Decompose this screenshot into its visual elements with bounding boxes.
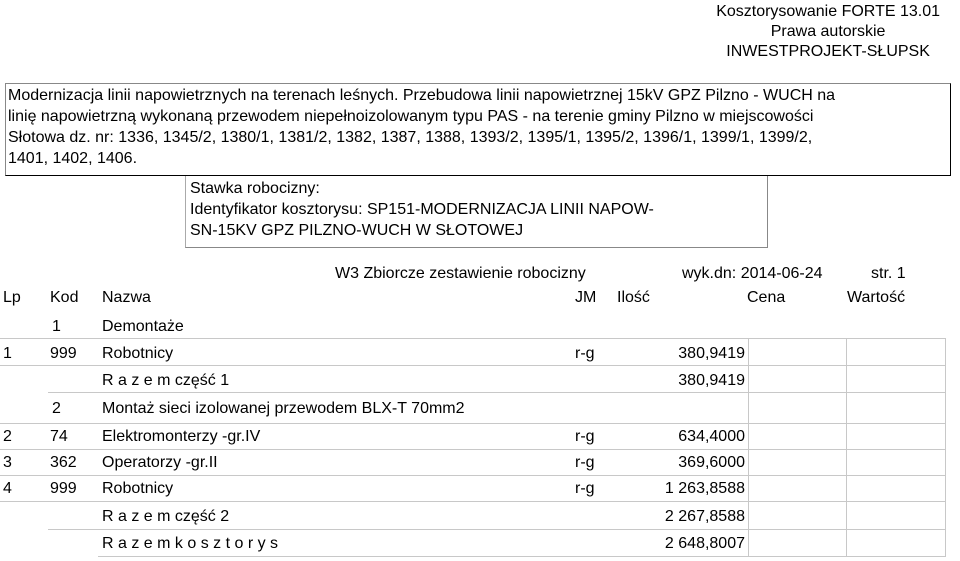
grid-line bbox=[0, 338, 945, 339]
row-nazwa: Robotnicy bbox=[102, 345, 174, 362]
description-line: Słotowa dz. nr: 1336, 1345/2, 1380/1, 1381/2, 1382, 1387, 1388, 1393/2, 1395/1, 1395/2, 1396/1, 1399/1, 1399/2, bbox=[8, 129, 813, 146]
grid-line bbox=[0, 423, 945, 424]
grid-line bbox=[748, 338, 749, 557]
page-number: str. 1 bbox=[871, 265, 906, 282]
grid-line bbox=[0, 365, 945, 366]
description-line: 1401, 1402, 1406. bbox=[8, 150, 138, 167]
grid-line bbox=[0, 449, 945, 450]
row-jm: r-g bbox=[575, 454, 595, 471]
program-header bbox=[716, 2, 940, 62]
column-header-lp: Lp bbox=[3, 289, 21, 306]
labor-rate-box bbox=[185, 176, 768, 248]
section-total-label: R a z e m część 1 bbox=[102, 372, 230, 389]
row-kod: 999 bbox=[50, 480, 77, 497]
row-lp: 4 bbox=[3, 480, 12, 497]
row-nazwa: Robotnicy bbox=[102, 480, 174, 497]
row-ilosc: 634,4000 bbox=[678, 428, 745, 445]
column-header-jm: JM bbox=[575, 289, 597, 306]
row-ilosc: 369,6000 bbox=[678, 454, 745, 471]
grid-line bbox=[0, 501, 945, 502]
description-line: linię napowietrzną wykonaną przewodem niepełnoizolowanym typu PAS - na terenie gminy Pilzno w miejscowości bbox=[8, 108, 814, 125]
company-name: INWESTPROJEKT-SŁUPSK bbox=[726, 43, 930, 60]
row-lp: 2 bbox=[3, 428, 12, 445]
section-total-label: R a z e m część 2 bbox=[102, 508, 230, 525]
row-ilosc: 1 263,8588 bbox=[664, 480, 745, 497]
grid-line bbox=[846, 338, 847, 557]
section-total-value: 2 267,8588 bbox=[664, 508, 745, 525]
row-lp: 3 bbox=[3, 454, 12, 471]
grand-total-label: R a z e m k o s z t o r y s bbox=[102, 535, 279, 552]
program-name: Kosztorysowanie FORTE 13.01 bbox=[716, 3, 940, 20]
row-jm: r-g bbox=[575, 428, 595, 445]
estimate-id-line1: Identyfikator kosztorysu: SP151-MODERNIZACJA LINII NAPOW- bbox=[190, 201, 654, 218]
column-header-ilosc: Ilość bbox=[617, 289, 650, 306]
project-description bbox=[5, 83, 951, 176]
row-ilosc: 380,9419 bbox=[678, 345, 745, 362]
grid-line bbox=[98, 556, 945, 557]
section-number: 2 bbox=[52, 400, 61, 417]
row-nazwa: Elektromonterzy -gr.IV bbox=[102, 428, 261, 445]
row-jm: r-g bbox=[575, 345, 595, 362]
report-title: W3 Zbiorcze zestawienie robocizny bbox=[335, 265, 586, 282]
grid-line bbox=[0, 475, 945, 476]
row-jm: r-g bbox=[575, 480, 595, 497]
row-kod: 362 bbox=[50, 454, 77, 471]
grid-line bbox=[48, 392, 945, 393]
section-title: Demontaże bbox=[102, 318, 184, 335]
section-title: Montaż sieci izolowanej przewodem BLX-T 70mm2 bbox=[102, 400, 465, 417]
grand-total-value: 2 648,8007 bbox=[664, 535, 745, 552]
column-header-nazwa: Nazwa bbox=[102, 289, 151, 306]
report-date: wyk.dn: 2014-06-24 bbox=[682, 265, 823, 282]
description-line: Modernizacja linii napowietrznych na terenach leśnych. Przebudowa linii napowietrznej 15kV GPZ Pilzno - WUCH na bbox=[8, 87, 836, 104]
section-number: 1 bbox=[52, 318, 61, 335]
row-lp: 1 bbox=[3, 345, 12, 362]
row-nazwa: Operatorzy -gr.II bbox=[102, 454, 218, 471]
grid-line bbox=[48, 529, 945, 530]
column-header-cena: Cena bbox=[747, 289, 786, 306]
column-header-wartosc: Wartość bbox=[847, 289, 906, 306]
row-kod: 999 bbox=[50, 345, 77, 362]
labor-rate-label: Stawka robocizny: bbox=[190, 180, 320, 197]
column-header-kod: Kod bbox=[50, 289, 79, 306]
row-kod: 74 bbox=[50, 428, 68, 445]
copyright-label: Prawa autorskie bbox=[770, 23, 886, 40]
grid-line bbox=[945, 338, 946, 557]
estimate-id-line2: SN-15KV GPZ PILZNO-WUCH W SŁOTOWEJ bbox=[190, 222, 524, 239]
section-total-value: 380,9419 bbox=[678, 372, 745, 389]
